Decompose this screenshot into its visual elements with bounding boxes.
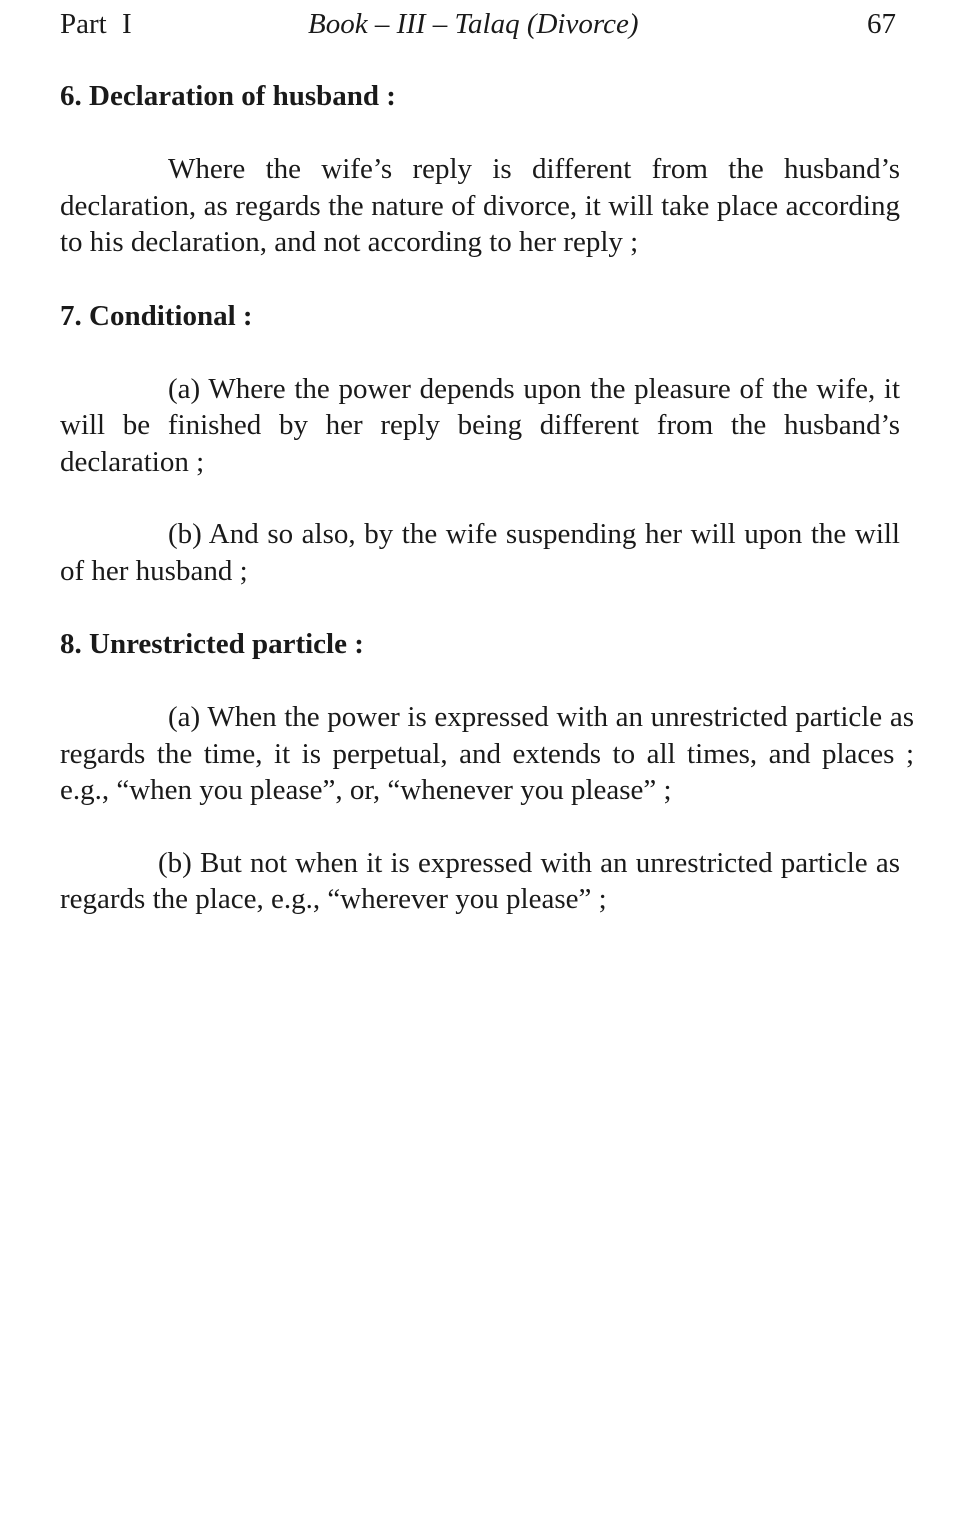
section-declaration-of-husband <box>60 77 900 261</box>
paragraph: (a) When the power is expressed with an unrestricted particle as regards the time, it is perpetual, and extends to all times, and places ; e.g., “when you please”, or, “whenever you please” ; <box>60 701 914 806</box>
running-header <box>60 4 896 44</box>
section-unrestricted-particle <box>60 625 914 918</box>
page-number: 67 <box>867 8 896 40</box>
paragraph: Where the wife’s reply is different from the husband’s declaration, as regards the nature of divorce, it will take place according to his declaration, and not according to her reply ; <box>60 153 900 258</box>
paragraph: (a) Where the power depends upon the pleasure of the wife, it will be finished by her reply being different from the husband’s declaration ; <box>60 372 900 478</box>
paragraph: (b) And so also, by the wife suspending her will upon the will of her husband ; <box>60 518 900 587</box>
page-body <box>60 77 914 918</box>
section-conditional <box>60 297 900 590</box>
header-title: Book – III – Talaq (Divorce) <box>308 8 639 40</box>
section-heading: 6. Declaration of husband : <box>60 80 396 112</box>
section-heading: 8. Unrestricted particle : <box>60 628 364 660</box>
paragraph: (b) But not when it is expressed with an unrestricted particle as regards the place, e.g., “wherever you please” ; <box>60 846 900 915</box>
header-part: Part I <box>60 8 132 40</box>
section-heading: 7. Conditional : <box>60 299 253 332</box>
